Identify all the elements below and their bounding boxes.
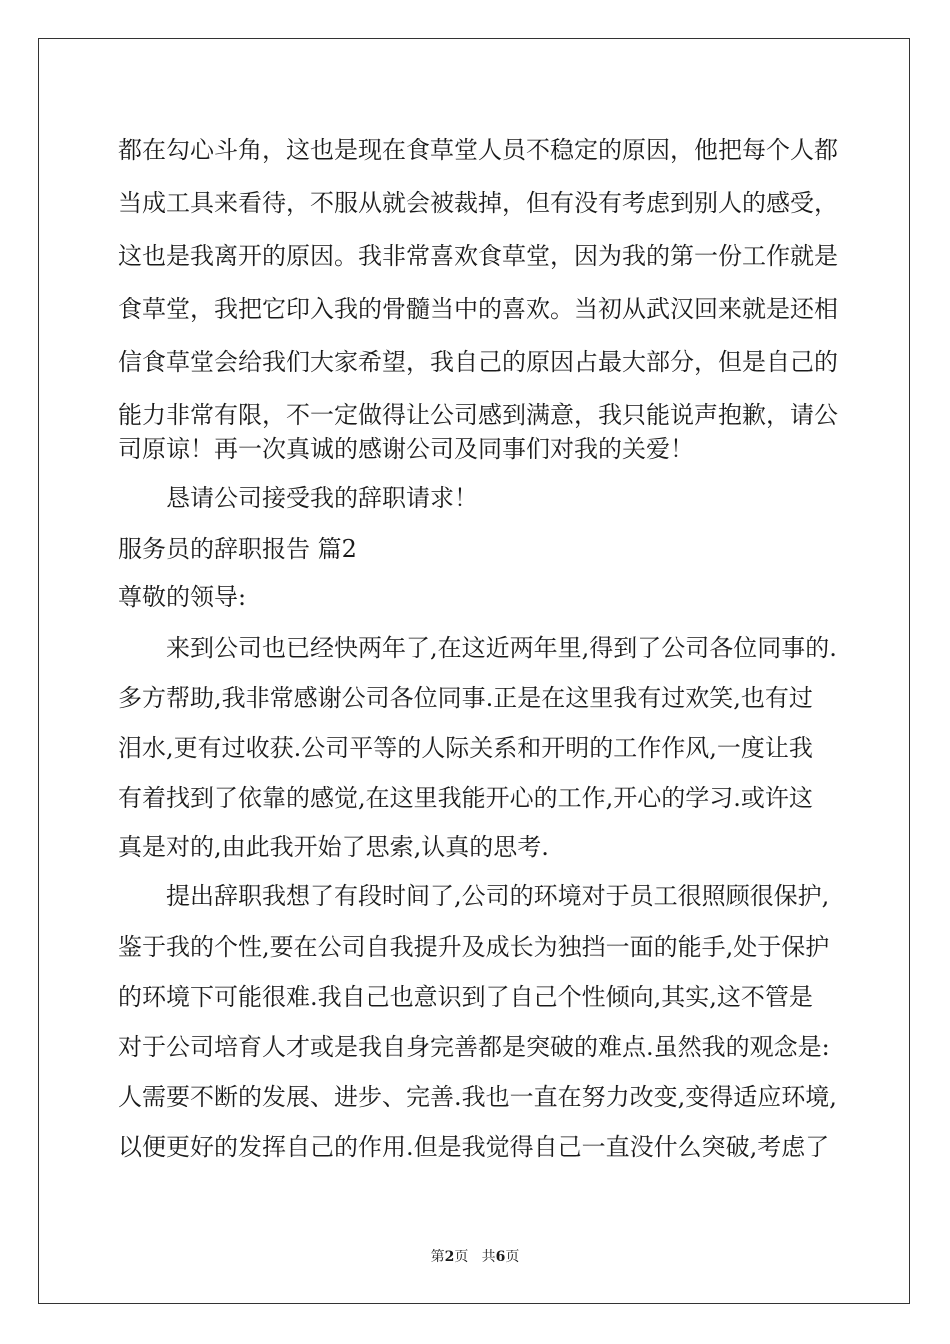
- text-line: 来到公司也已经快两年了,在这近两年里,得到了公司各位同事的.: [166, 634, 837, 662]
- text-line: 这也是我离开的原因。我非常喜欢食草堂，因为我的第一份工作就是: [118, 242, 838, 270]
- page-suffix: 页: [454, 1249, 469, 1265]
- current-page-number: 2: [444, 1249, 455, 1265]
- text-line: 泪水,更有过收获.公司平等的人际关系和开明的工作作风,一度让我: [118, 734, 813, 762]
- page-footer: [0, 1246, 950, 1266]
- total-suffix: 页: [505, 1249, 520, 1265]
- text-line: 的环境下可能很难.我自己也意识到了自己个性倾向,其实,这不管是: [118, 983, 813, 1011]
- text-line: 以便更好的发挥自己的作用.但是我觉得自己一直没什么突破,考虑了: [118, 1133, 830, 1161]
- salutation: 尊敬的领导:: [118, 583, 247, 611]
- text-line: 当成工具来看待，不服从就会被裁掉，但有没有考虑到别人的感受，: [118, 189, 838, 217]
- text-line: 人需要不断的发展、进步、完善.我也一直在努力改变,变得适应环境,: [118, 1083, 837, 1111]
- total-prefix: 共: [481, 1249, 496, 1265]
- text-line: 食草堂，我把它印入我的骨髓当中的喜欢。当初从武汉回来就是还相: [118, 295, 838, 323]
- text-line: 鉴于我的个性,要在公司自我提升及成长为独挡一面的能手,处于保护: [118, 933, 830, 961]
- page-border: [38, 38, 910, 1304]
- text-line: 有着找到了依靠的感觉,在这里我能开心的工作,开心的学习.或许这: [118, 784, 813, 812]
- text-line: 恳请公司接受我的辞职请求！: [166, 484, 478, 512]
- total-pages-number: 6: [495, 1249, 506, 1265]
- text-line: 信食草堂会给我们大家希望，我自己的原因占最大部分，但是自己的: [118, 348, 838, 376]
- text-line: 都在勾心斗角，这也是现在食草堂人员不稳定的原因，他把每个人都: [118, 136, 838, 164]
- page-prefix: 第: [430, 1249, 445, 1265]
- text-line: 司原谅！再一次真诚的感谢公司及同事们对我的关爱！: [118, 435, 694, 463]
- text-line: 能力非常有限，不一定做得让公司感到满意，我只能说声抱歉，请公: [118, 401, 838, 429]
- text-line: 提出辞职我想了有段时间了,公司的环境对于员工很照顾很保护,: [166, 882, 830, 910]
- text-line: 对于公司培育人才或是我自身完善都是突破的难点.虽然我的观念是:: [118, 1033, 830, 1061]
- text-line: 真是对的,由此我开始了思索,认真的思考.: [118, 833, 549, 861]
- text-line: 多方帮助,我非常感谢公司各位同事.正是在这里我有过欢笑,也有过: [118, 684, 813, 712]
- section-heading: 服务员的辞职报告 篇2: [118, 535, 357, 563]
